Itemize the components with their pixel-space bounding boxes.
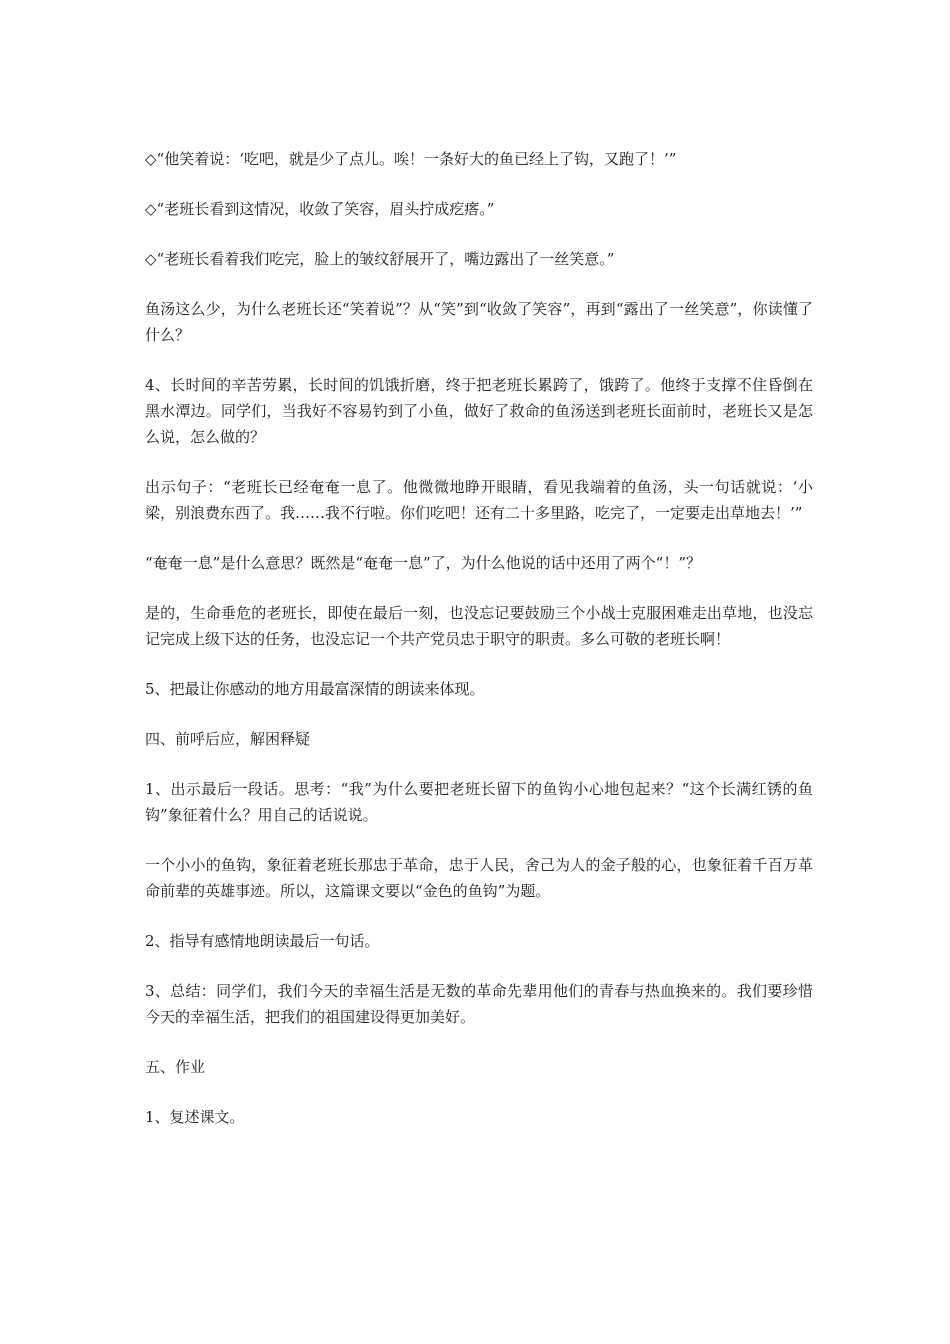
quote-relieved: ◇“老班长看着我们吃完，脸上的皱纹舒展开了，嘴边露出了一丝笑意。” <box>145 250 615 268</box>
section-5-item-1: 1、复述课文。 <box>145 1108 245 1126</box>
quote-frowning: ◇“老班长看到这情况，收敛了笑容，眉头拧成疙瘩。” <box>145 200 495 218</box>
section-heading-5: 五、作业 <box>145 1058 206 1076</box>
answer-paragraph: 是的，生命垂危的老班长，即使在最后一刻，也没忘记要鼓励三个小战士克服困难走出草地，也没忘记完成上级下达的任务，也没忘记一个共产党员忠于职守的职责。多么可敬的老班长啊！ <box>145 604 813 648</box>
quote-smiling: ◇“他笑着说：‘吃吧，就是少了点儿。唉！一条好大的鱼已经上了钩，又跑了！’” <box>145 150 677 168</box>
step-5-paragraph: 5、把最让你感动的地方用最富深情的朗读来体现。 <box>145 680 485 698</box>
section-4-item-1: 1、出示最后一段话。思考：“我”为什么要把老班长留下的鱼钩小心地包起来？“这个长满红锈的鱼钩”象征着什么？用自己的话说说。 <box>145 780 813 824</box>
section-4-item-3: 3、总结：同学们，我们今天的幸福生活是无数的革命先辈用他们的青春与热血换来的。我们要珍惜今天的幸福生活，把我们的祖国建设得更加美好。 <box>145 982 813 1026</box>
sentence-display: 出示句子：“老班长已经奄奄一息了。他微微地睁开眼睛，看见我端着的鱼汤，头一句话就说：‘小梁，别浪费东西了。我……我不行啦。你们吃吧！还有二十多里路，吃完了，一定要走出草地去！’” <box>145 478 813 522</box>
section-4-item-2: 2、指导有感情地朗读最后一句话。 <box>145 932 380 950</box>
question-smile-change: 鱼汤这么少，为什么老班长还“笑着说”？从“笑”到“收敛了笑容”，再到“露出了一丝笑意”，你读懂了什么？ <box>145 300 813 344</box>
question-dying-breath: “奄奄一息”是什么意思？既然是“奄奄一息”了，为什么他说的话中还用了两个“！”？ <box>145 554 702 572</box>
section-heading-4: 四、前呼后应，解困释疑 <box>145 730 311 748</box>
step-4-paragraph: 4、长时间的辛苦劳累，长时间的饥饿折磨，终于把老班长累跨了，饿跨了。他终于支撑不住昏倒在黑水潭边。同学们，当我好不容易钓到了小鱼，做好了救命的鱼汤送到老班长面前时，老班长又是怎么说，怎么做的？ <box>145 376 813 446</box>
document-body <box>145 146 813 1154</box>
symbolism-paragraph: 一个小小的鱼钩，象征着老班长那忠于革命，忠于人民，舍己为人的金子般的心，也象征着千百万革命前辈的英雄事迹。所以，这篇课文要以“金色的鱼钩”为题。 <box>145 856 813 900</box>
